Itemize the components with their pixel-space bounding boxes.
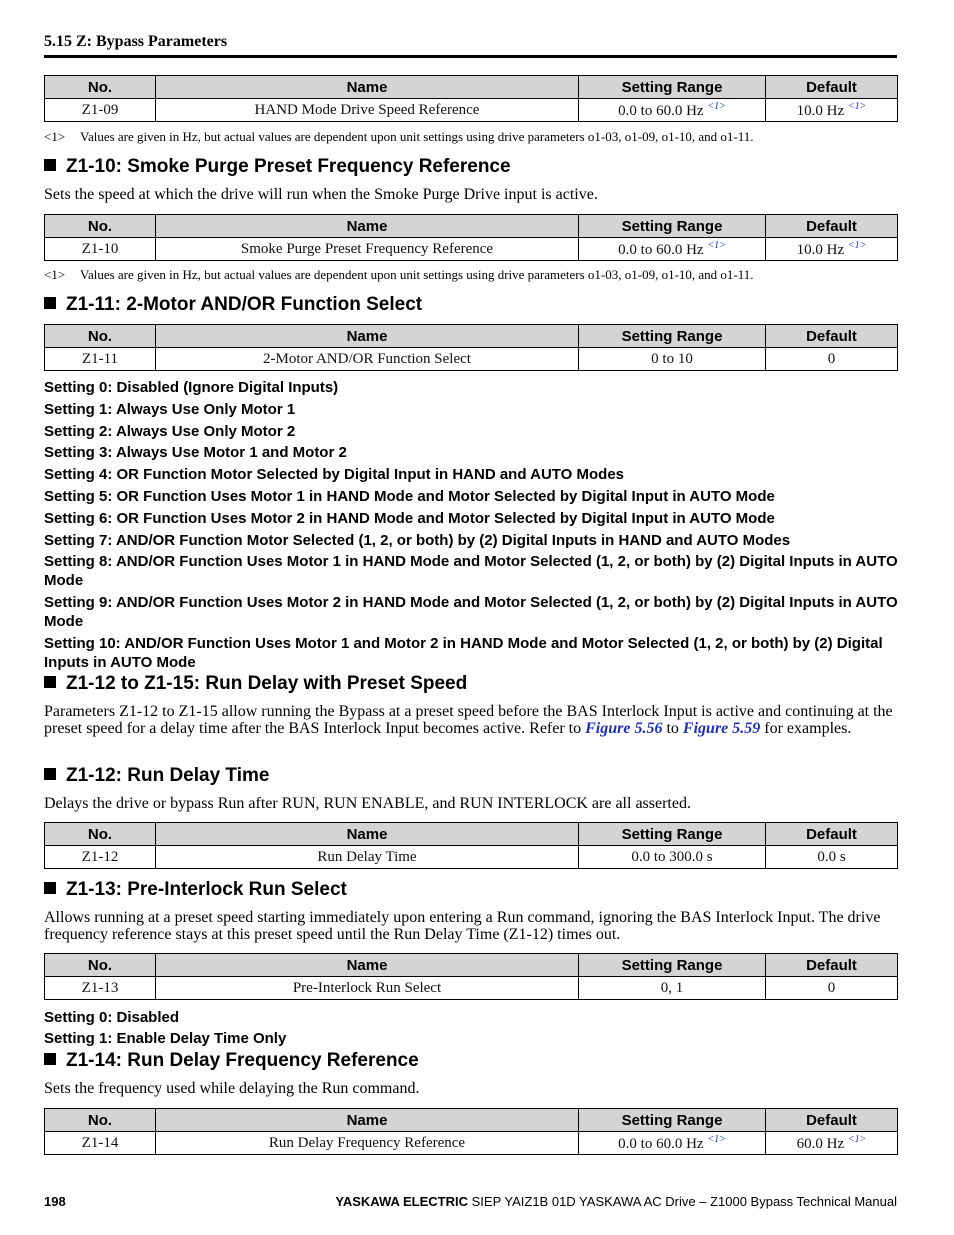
- param-table-z1-11: [44, 324, 898, 371]
- col-header-range: Setting Range: [579, 1109, 766, 1132]
- section-desc: Allows running at a preset speed starting immediately upon entering a Run command, ignoring the BAS Interlock Input. The drive frequency reference stays at this preset speed until the Run Delay Time (Z1-12) times out.: [44, 909, 881, 943]
- param-table-z1-10: [44, 214, 898, 261]
- col-header-range: Setting Range: [579, 823, 766, 846]
- setting-item: Setting 9: AND/OR Function Uses Motor 2 in HAND Mode and Motor Selected (1, 2, or both) by (2) Digital Inputs in AUTO Mode: [44, 594, 898, 630]
- bullet-square-icon: [44, 297, 56, 309]
- param-table-z1-12: [44, 822, 898, 869]
- param-range: 0.0 to 300.0 s: [579, 846, 766, 869]
- param-range: 0, 1: [579, 977, 766, 1000]
- param-default: 60.0 Hz $^{<1>}$: [766, 1132, 898, 1155]
- footnote-ref-link[interactable]: <1>: [847, 100, 867, 112]
- footnote-ref-link[interactable]: <1>: [707, 1133, 726, 1145]
- param-default: 0: [766, 348, 898, 371]
- col-header-no: No.: [45, 76, 156, 99]
- param-name: HAND Mode Drive Speed Reference: [156, 99, 579, 122]
- figure-link[interactable]: Figure 5.59: [682, 720, 761, 737]
- footnote-ref-link[interactable]: <1>: [707, 239, 726, 251]
- param-no: Z1-09: [45, 99, 156, 122]
- bullet-square-icon: [44, 159, 56, 171]
- figure-link[interactable]: Figure 5.56: [585, 720, 663, 737]
- col-header-default: Default: [766, 215, 898, 238]
- col-header-default: Default: [766, 325, 898, 348]
- param-default: 10.0 Hz $^{<1>}$: [766, 238, 898, 261]
- table-row: [45, 1132, 898, 1155]
- col-header-name: Name: [156, 823, 579, 846]
- bullet-square-icon: [44, 882, 56, 894]
- section-desc: Delays the drive or bypass Run after RUN, RUN ENABLE, and RUN INTERLOCK are all asserted.: [44, 795, 691, 812]
- param-no: Z1-14: [45, 1132, 156, 1155]
- section-desc: Sets the speed at which the drive will run when the Smoke Purge Drive input is active.: [44, 186, 598, 203]
- page-number: 198: [44, 1194, 66, 1209]
- col-header-name: Name: [156, 1109, 579, 1132]
- table-row: [45, 99, 898, 122]
- col-header-name: Name: [156, 215, 579, 238]
- col-header-range: Setting Range: [579, 954, 766, 977]
- section-desc: Parameters Z1-12 to Z1-15 allow running the Bypass at a preset speed before the BAS Interlock Input is active and continuing at the preset speed for a delay time after the BAS Interlock Input becomes active. Refer to Figure 5.56 to Figure 5.59 for examples.: [44, 703, 893, 737]
- setting-item: Setting 10: AND/OR Function Uses Motor 1 and Motor 2 in HAND Mode and Motor Selected (1, 2, or both) by (2) Digital Inputs in AUTO Mode: [44, 635, 883, 671]
- section-title-z1-13: Z1-13: Pre-Interlock Run Select: [44, 879, 347, 901]
- col-header-default: Default: [766, 76, 898, 99]
- col-header-no: No.: [45, 325, 156, 348]
- col-header-range: Setting Range: [579, 325, 766, 348]
- setting-item: Setting 5: OR Function Uses Motor 1 in HAND Mode and Motor Selected by Digital Input in AUTO Mode: [44, 488, 775, 505]
- param-range: 0.0 to 60.0 Hz $^{<1>}$: [579, 1132, 766, 1155]
- setting-item: Setting 3: Always Use Motor 1 and Motor 2: [44, 444, 347, 461]
- setting-item: Setting 1: Always Use Only Motor 1: [44, 401, 296, 418]
- param-no: Z1-13: [45, 977, 156, 1000]
- col-header-no: No.: [45, 1109, 156, 1132]
- col-header-default: Default: [766, 1109, 898, 1132]
- table-row: [45, 348, 898, 371]
- col-header-default: Default: [766, 823, 898, 846]
- col-header-no: No.: [45, 215, 156, 238]
- col-header-name: Name: [156, 325, 579, 348]
- bullet-square-icon: [44, 676, 56, 688]
- col-header-name: Name: [156, 76, 579, 99]
- section-title-z1-14: Z1-14: Run Delay Frequency Reference: [44, 1050, 419, 1072]
- section-title-z1-12: Z1-12: Run Delay Time: [44, 765, 269, 787]
- section-title-z1-12-15: Z1-12 to Z1-15: Run Delay with Preset Speed: [44, 673, 467, 695]
- bullet-square-icon: [44, 1053, 56, 1065]
- section-header: 5.15 Z: Bypass Parameters: [44, 33, 228, 50]
- param-name: 2-Motor AND/OR Function Select: [156, 348, 579, 371]
- footer-doc-title: YASKAWA ELECTRIC SIEP YAIZ1B 01D YASKAWA AC Drive – Z1000 Bypass Technical Manual: [335, 1194, 897, 1209]
- param-table-z1-14: [44, 1108, 898, 1155]
- setting-item: Setting 6: OR Function Uses Motor 2 in HAND Mode and Motor Selected by Digital Input in AUTO Mode: [44, 510, 775, 527]
- param-range: 0 to 10: [579, 348, 766, 371]
- col-header-range: Setting Range: [579, 76, 766, 99]
- setting-item: Setting 7: AND/OR Function Motor Selected (1, 2, or both) by (2) Digital Inputs in HAND and AUTO Modes: [44, 532, 791, 549]
- col-header-no: No.: [45, 954, 156, 977]
- footnote: <1> Values are given in Hz, but actual values are dependent upon unit settings using drive parameters o1-03, o1-09, o1-10, and o1-11.: [44, 129, 754, 144]
- col-header-default: Default: [766, 954, 898, 977]
- header-rule: [44, 55, 897, 58]
- param-default: 0.0 s: [766, 846, 898, 869]
- param-name: Smoke Purge Preset Frequency Reference: [156, 238, 579, 261]
- section-title-z1-10: Z1-10: Smoke Purge Preset Frequency Reference: [44, 156, 511, 178]
- param-name: Run Delay Time: [156, 846, 579, 869]
- col-header-no: No.: [45, 823, 156, 846]
- setting-item: Setting 8: AND/OR Function Uses Motor 1 in HAND Mode and Motor Selected (1, 2, or both) by (2) Digital Inputs in AUTO Mode: [44, 553, 898, 589]
- param-no: Z1-12: [45, 846, 156, 869]
- table-row: [45, 846, 898, 869]
- param-default: 0: [766, 977, 898, 1000]
- param-table-z1-13: [44, 953, 898, 1000]
- footnote-ref-link[interactable]: <1>: [847, 239, 867, 251]
- param-name: Run Delay Frequency Reference: [156, 1132, 579, 1155]
- setting-item: Setting 1: Enable Delay Time Only: [44, 1030, 287, 1047]
- table-row: [45, 238, 898, 261]
- footnote-ref-link[interactable]: <1>: [847, 1133, 867, 1145]
- param-table-z1-09: [44, 75, 898, 122]
- bullet-square-icon: [44, 768, 56, 780]
- table-row: [45, 977, 898, 1000]
- col-header-name: Name: [156, 954, 579, 977]
- col-header-range: Setting Range: [579, 215, 766, 238]
- param-default: 10.0 Hz $^{<1>}$: [766, 99, 898, 122]
- footnote: <1> Values are given in Hz, but actual values are dependent upon unit settings using drive parameters o1-03, o1-09, o1-10, and o1-11.: [44, 267, 754, 282]
- footnote-ref-link[interactable]: <1>: [707, 100, 726, 112]
- setting-item: Setting 0: Disabled (Ignore Digital Inputs): [44, 379, 339, 396]
- section-desc: Sets the frequency used while delaying the Run command.: [44, 1080, 420, 1097]
- setting-item: Setting 2: Always Use Only Motor 2: [44, 423, 296, 440]
- section-title-z1-11: Z1-11: 2-Motor AND/OR Function Select: [44, 294, 422, 316]
- setting-item: Setting 0: Disabled: [44, 1009, 180, 1026]
- param-no: Z1-10: [45, 238, 156, 261]
- param-range: 0.0 to 60.0 Hz $^{<1>}$: [579, 99, 766, 122]
- param-no: Z1-11: [45, 348, 156, 371]
- param-name: Pre-Interlock Run Select: [156, 977, 579, 1000]
- setting-item: Setting 4: OR Function Motor Selected by Digital Input in HAND and AUTO Modes: [44, 466, 625, 483]
- param-range: 0.0 to 60.0 Hz $^{<1>}$: [579, 238, 766, 261]
